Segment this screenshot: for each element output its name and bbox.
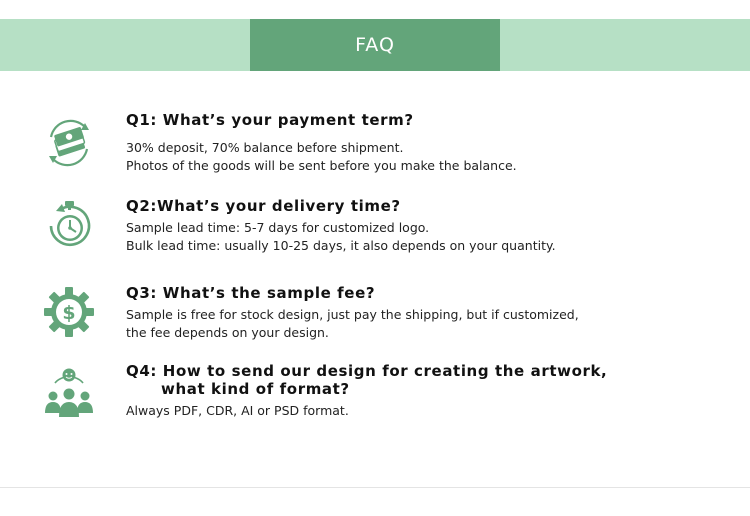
faq-question-4-continued: what kind of format?: [161, 380, 350, 398]
faq-answer-3-line-1: Sample is free for stock design, just pay the shipping, but if customized,: [126, 307, 579, 322]
faq-answer-1-line-2: Photos of the goods will be sent before you make the balance.: [126, 158, 517, 173]
faq-question-3: Q3: What’s the sample fee?: [126, 284, 376, 302]
faq-banner: [0, 19, 750, 71]
faq-title: FAQ: [250, 19, 500, 71]
faq-answer-4-line-1: Always PDF, CDR, AI or PSD format.: [126, 403, 349, 418]
faq-answer-3-line-2: the fee depends on your design.: [126, 325, 329, 340]
faq-answer-1-line-1: 30% deposit, 70% balance before shipment.: [126, 140, 404, 155]
faq-answer-2-line-2: Bulk lead time: usually 10-25 days, it also depends on your quantity.: [126, 238, 556, 253]
team-idea-icon: [40, 362, 98, 420]
faq-question-2: Q2:What’s your delivery time?: [126, 197, 401, 215]
stopwatch-icon: [40, 195, 98, 253]
faq-question-4: Q4: How to send our design for creating the artwork,: [126, 362, 608, 380]
bottom-divider: [0, 487, 750, 488]
dollar-gear-icon: [40, 283, 98, 341]
svg-text:$: $: [62, 302, 76, 324]
faq-question-1: Q1: What’s your payment term?: [126, 111, 414, 129]
faq-answer-2-line-1: Sample lead time: 5-7 days for customized logo.: [126, 220, 430, 235]
money-exchange-icon: [40, 114, 98, 172]
